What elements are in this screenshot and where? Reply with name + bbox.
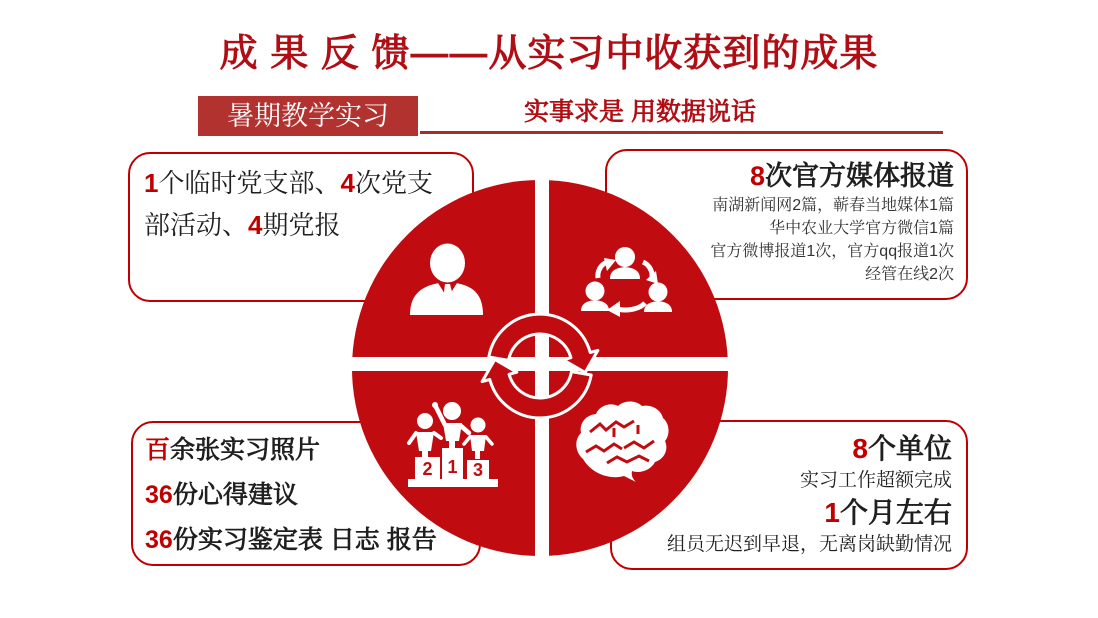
party-branch-box: 1个临时党支部、4次党支 部活动、4期党报 (128, 152, 474, 302)
harvest-box: 百余张实习照片 36份心得建议 36份实习鉴定表 日志 报告 (131, 421, 481, 566)
slogan-text: 实事求是 用数据说话 (524, 98, 756, 126)
slogan-underline (420, 131, 943, 134)
podium-rank-3: 3 (472, 460, 484, 480)
duration-heading: 1个月左右 (824, 497, 952, 528)
units-heading: 8个单位 (852, 433, 952, 464)
media-report-heading: 8次官方媒体报道 (749, 161, 954, 191)
section-tag: 暑期教学实习 (198, 96, 418, 136)
page-title: 成 果 反 馈——从实习中收获到的成果 (219, 33, 879, 75)
duration-subtext: 组员无迟到早退，无离岗缺勤情况 (666, 534, 952, 555)
units-subtext: 实习工作超额完成 (799, 470, 952, 491)
quadrant-circle-diagram (352, 180, 728, 556)
podium-rank-1: 1 (447, 457, 458, 477)
media-report-details: 南湖新闻网2篇，蕲春当地媒体1篇 华中农业大学官方微信1篇 官方微博报道1次，官方qq报道1次 经管在线2次 (710, 197, 954, 283)
podium-rank-2: 2 (422, 459, 433, 479)
